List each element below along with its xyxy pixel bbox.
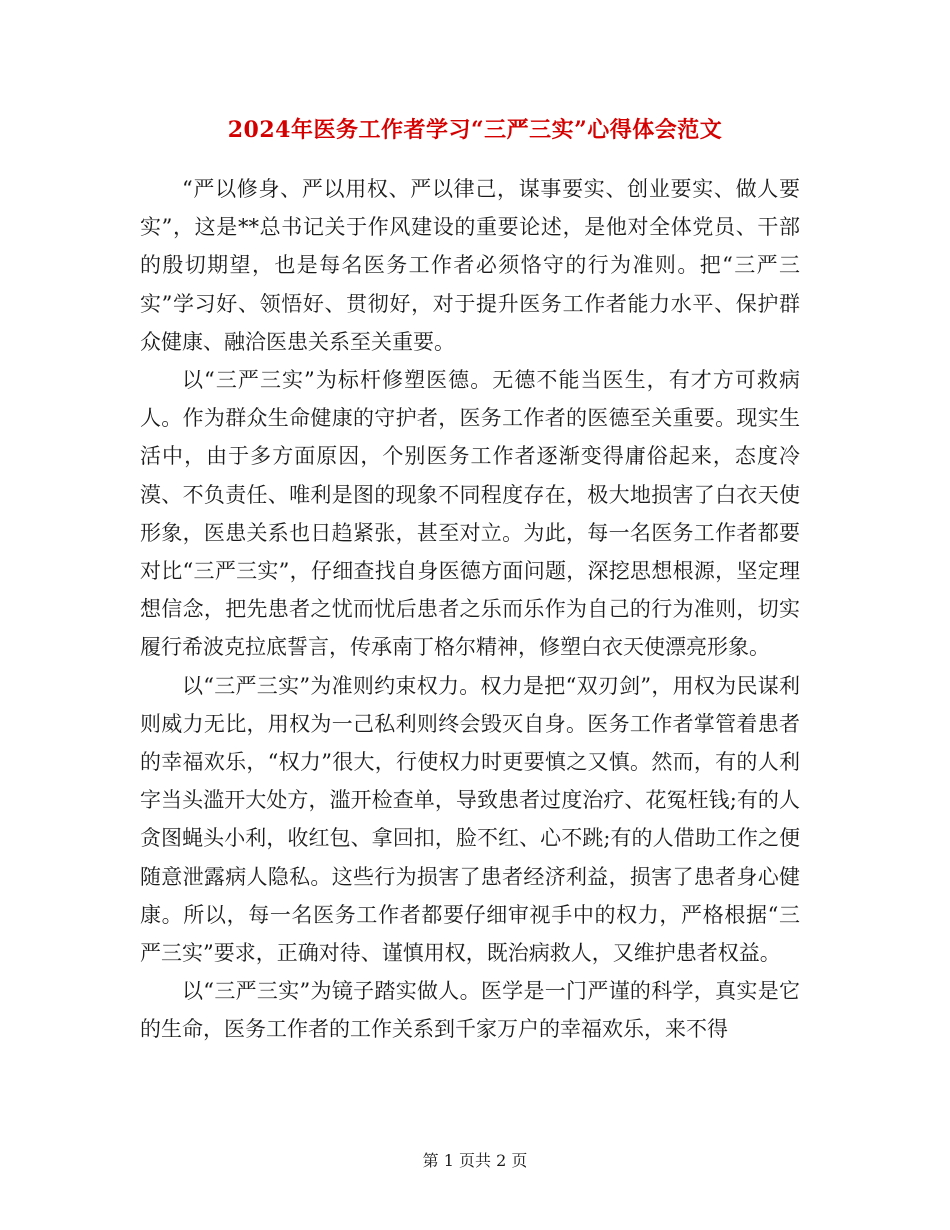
document-title: 2024年医务工作者学习“三严三实”心得体会范文 [227,117,723,143]
page-footer: 第 1 页共 2 页 [422,1151,528,1170]
paragraph: 以“三严三实”为标杆修塑医德。无德不能当医生，有才方可救病人。作为群众生命健康的守护者，医务工作者的医德至关重要。现实生活中，由于多方面原因，个别医务工作者逐渐变得庸俗起来，态度冷漠、不负责任、唯利是图的现象不同程度存在，极大地损害了白衣天使形象，医患关系也日趋紧张，甚至对立。为此，每一名医务工作者都要对比“三严三实”，仔细查找自身医德方面问题，深挖思想根源，坚定理想信念，把先患者之忧而忧后患者之乐而乐作为自己的行为准则，切实履行希波克拉底誓言，传承南丁格尔精神，修塑白衣天使漂亮形象。 [140,368,800,660]
paragraph: 以“三严三实”为镜子踏实做人。医学是一门严谨的科学，真实是它的生命，医务工作者的工作关系到千家万户的幸福欢乐，来不得 [140,979,800,1042]
paragraph: 以“三严三实”为准则约束权力。权力是把“双刃剑”，用权为民谋利则威力无比，用权为一己私利则终会毁灭自身。医务工作者掌管着患者的幸福欢乐，“权力”很大，行使权力时更要慎之又慎。然而，有的人利字当头滥开大处方，滥开检查单，导致患者过度治疗、花冤枉钱;有的人贪图蝇头小利，收红包、拿回扣，脸不红、心不跳;有的人借助工作之便随意泄露病人隐私。这些行为损害了患者经济利益，损害了患者身心健康。所以，每一名医务工作者都要仔细审视手中的权力，严格根据“三严三实”要求，正确对待、谨慎用权，既治病救人，又维护患者权益。 [140,673,800,966]
paragraph: “严以修身、严以用权、严以律己，谋事要实、创业要实、做人要实”，这是**总书记关于作风建设的重要论述，是他对全体党员、干部的殷切期望，也是每名医务工作者必须恪守的行为准则。把“三严三实”学习好、领悟好、贯彻好，对于提升医务工作者能力水平、保护群众健康、融洽医患关系至关重要。 [140,177,800,354]
document-body [140,170,800,1049]
